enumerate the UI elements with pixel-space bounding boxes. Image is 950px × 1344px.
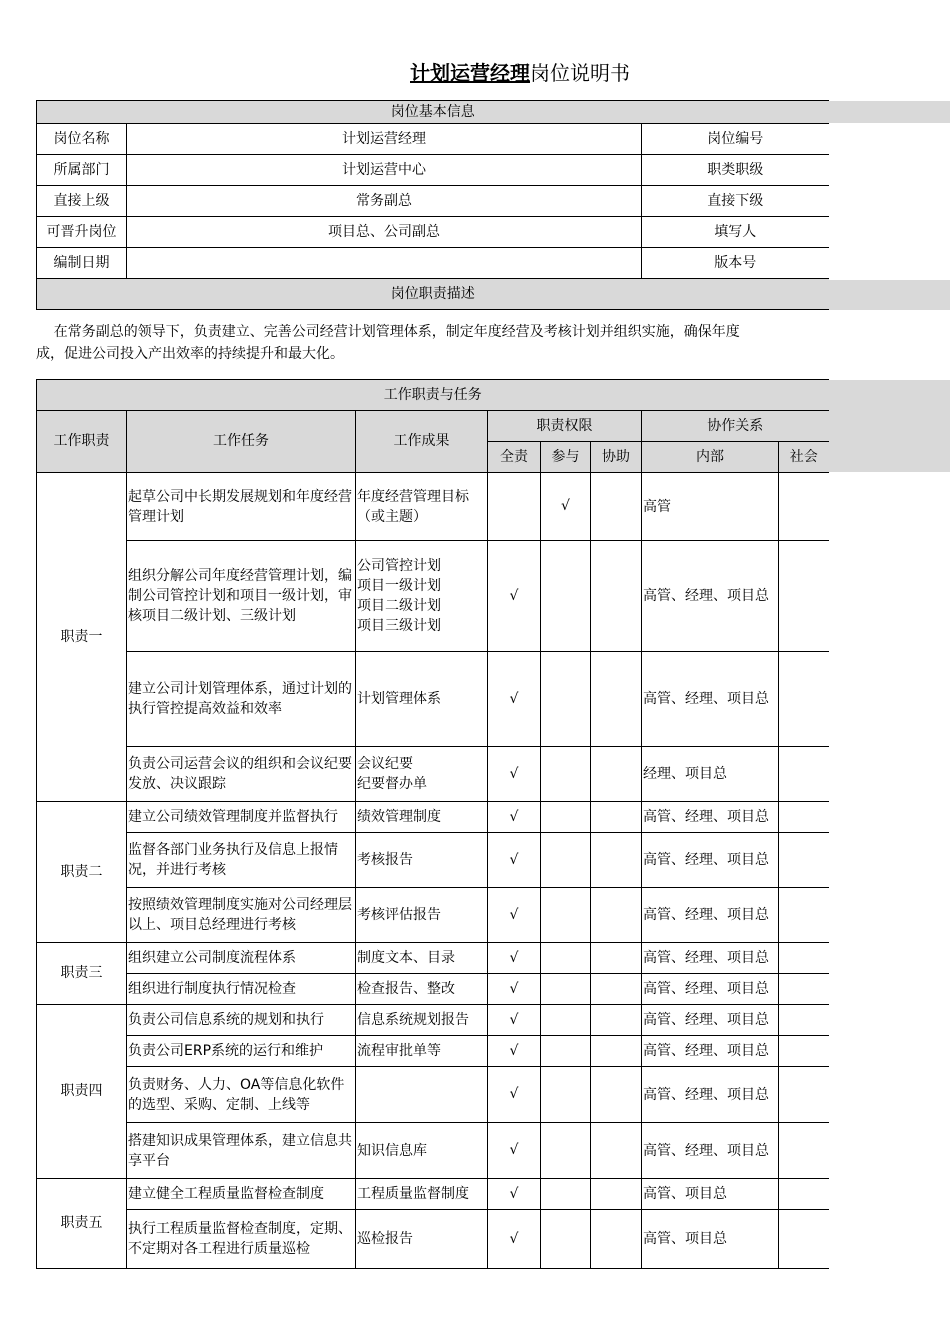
description-text <box>36 321 836 365</box>
result-cell: 会议纪要 纪要督办单 <box>356 747 488 802</box>
description-line-1: 在常务副总的领导下，负责建立、完善公司经营计划管理体系，制定年度经营及考核计划并组织实施，确保年度 <box>36 324 740 340</box>
basic-value <box>127 248 642 279</box>
social-cell <box>779 747 829 802</box>
result-cell: 公司管控计划 项目一级计划 项目二级计划 项目三级计划 <box>356 541 488 652</box>
result-cell: 绩效管理制度 <box>356 802 488 833</box>
result-cell: 工程质量监督制度 <box>356 1179 488 1210</box>
assist-cell <box>591 1005 642 1036</box>
result-cell: 信息系统规划报告 <box>356 1005 488 1036</box>
result-cell: 考核评估报告 <box>356 888 488 943</box>
assist-cell <box>591 888 642 943</box>
participate-cell <box>541 1179 591 1210</box>
result-cell: 考核报告 <box>356 833 488 888</box>
duty-name: 职责三 <box>37 943 127 1005</box>
duty-row <box>37 1123 829 1179</box>
participate-cell <box>541 1005 591 1036</box>
participate-cell <box>541 802 591 833</box>
basic-label2: 职类职级 <box>642 155 829 186</box>
internal-cell: 高管、经理、项目总 <box>642 833 779 888</box>
description-section-title: 岗位职责描述 <box>37 279 829 310</box>
task-cell: 建立公司计划管理体系，通过计划的执行管控提高效益和效率 <box>127 652 356 747</box>
internal-cell: 高管、经理、项目总 <box>642 1067 779 1123</box>
assist-cell <box>591 1067 642 1123</box>
task-cell: 建立健全工程质量监督检查制度 <box>127 1179 356 1210</box>
social-cell <box>779 1067 829 1123</box>
header-full: 全责 <box>488 442 541 473</box>
duty-name: 职责四 <box>37 1005 127 1179</box>
assist-cell <box>591 802 642 833</box>
assist-cell <box>591 833 642 888</box>
participate-cell <box>541 1210 591 1269</box>
full-cell: √ <box>488 974 541 1005</box>
assist-cell <box>591 747 642 802</box>
assist-cell <box>591 652 642 747</box>
result-cell: 制度文本、目录 <box>356 943 488 974</box>
duty-row <box>37 541 829 652</box>
social-cell <box>779 541 829 652</box>
task-cell: 组织建立公司制度流程体系 <box>127 943 356 974</box>
duty-row <box>37 747 829 802</box>
duty-row <box>37 1210 829 1269</box>
duty-row <box>37 802 829 833</box>
participate-cell <box>541 1123 591 1179</box>
basic-section-title: 岗位基本信息 <box>37 101 829 124</box>
document-title <box>0 57 950 86</box>
participate-cell <box>541 541 591 652</box>
social-cell <box>779 974 829 1005</box>
task-cell: 负责公司ERP系统的运行和维护 <box>127 1036 356 1067</box>
basic-value: 项目总、公司副总 <box>127 217 642 248</box>
internal-cell: 高管、经理、项目总 <box>642 541 779 652</box>
basic-label: 可晋升岗位 <box>37 217 127 248</box>
full-cell <box>488 473 541 541</box>
full-cell: √ <box>488 1179 541 1210</box>
header-internal: 内部 <box>642 442 779 473</box>
task-cell: 建立公司绩效管理制度并监督执行 <box>127 802 356 833</box>
internal-cell: 高管、项目总 <box>642 1210 779 1269</box>
basic-label2: 岗位编号 <box>642 124 829 155</box>
social-cell <box>779 652 829 747</box>
social-cell <box>779 1123 829 1179</box>
internal-cell: 高管、经理、项目总 <box>642 802 779 833</box>
assist-cell <box>591 1036 642 1067</box>
internal-cell: 经理、项目总 <box>642 747 779 802</box>
basic-label: 编制日期 <box>37 248 127 279</box>
participate-cell <box>541 833 591 888</box>
full-cell: √ <box>488 888 541 943</box>
assist-cell <box>591 1123 642 1179</box>
internal-cell: 高管、经理、项目总 <box>642 652 779 747</box>
assist-cell <box>591 943 642 974</box>
internal-cell: 高管、经理、项目总 <box>642 888 779 943</box>
full-cell: √ <box>488 802 541 833</box>
participate-cell <box>541 1067 591 1123</box>
assist-cell <box>591 541 642 652</box>
result-cell: 年度经营管理目标（或主题） <box>356 473 488 541</box>
social-cell <box>779 943 829 974</box>
participate-cell <box>541 974 591 1005</box>
social-cell <box>779 833 829 888</box>
basic-label: 岗位名称 <box>37 124 127 155</box>
full-cell: √ <box>488 1067 541 1123</box>
header-cooperation: 协作关系 <box>642 411 829 442</box>
header-participate: 参与 <box>541 442 591 473</box>
task-cell: 负责公司运营会议的组织和会议纪要发放、决议跟踪 <box>127 747 356 802</box>
full-cell: √ <box>488 943 541 974</box>
duty-row <box>37 833 829 888</box>
social-cell <box>779 802 829 833</box>
full-cell: √ <box>488 833 541 888</box>
task-cell: 执行工程质量监督检查制度，定期、不定期对各工程进行质量巡检 <box>127 1210 356 1269</box>
social-cell <box>779 888 829 943</box>
duty-row <box>37 473 829 541</box>
basic-label: 直接上级 <box>37 186 127 217</box>
assist-cell <box>591 974 642 1005</box>
task-cell: 监督各部门业务执行及信息上报情况，并进行考核 <box>127 833 356 888</box>
participate-cell <box>541 888 591 943</box>
internal-cell: 高管、经理、项目总 <box>642 1123 779 1179</box>
full-cell: √ <box>488 1005 541 1036</box>
internal-cell: 高管、经理、项目总 <box>642 1036 779 1067</box>
internal-cell: 高管、经理、项目总 <box>642 974 779 1005</box>
result-cell: 流程审批单等 <box>356 1036 488 1067</box>
duty-name: 职责一 <box>37 473 127 802</box>
duties-section-title: 工作职责与任务 <box>37 380 829 411</box>
result-cell: 巡检报告 <box>356 1210 488 1269</box>
task-cell: 按照绩效管理制度实施对公司经理层以上、项目总经理进行考核 <box>127 888 356 943</box>
full-cell: √ <box>488 1210 541 1269</box>
duty-row <box>37 1179 829 1210</box>
internal-cell: 高管、项目总 <box>642 1179 779 1210</box>
social-cell <box>779 1036 829 1067</box>
title-bold: 计划运营经理 <box>410 61 530 85</box>
participate-cell <box>541 943 591 974</box>
participate-cell <box>541 1036 591 1067</box>
basic-info-table <box>36 100 829 310</box>
basic-label2: 填写人 <box>642 217 829 248</box>
internal-cell: 高管、经理、项目总 <box>642 943 779 974</box>
duty-name: 职责二 <box>37 802 127 943</box>
result-cell <box>356 1067 488 1123</box>
duty-row <box>37 1005 829 1036</box>
assist-cell <box>591 1179 642 1210</box>
header-social: 社会 <box>779 442 829 473</box>
duties-table <box>36 379 829 1269</box>
basic-value: 计划运营经理 <box>127 124 642 155</box>
basic-value: 常务副总 <box>127 186 642 217</box>
task-cell: 负责财务、人力、OA等信息化软件的选型、采购、定制、上线等 <box>127 1067 356 1123</box>
header-task: 工作任务 <box>127 411 356 473</box>
basic-label: 所属部门 <box>37 155 127 186</box>
header-result: 工作成果 <box>356 411 488 473</box>
result-cell: 检查报告、整改 <box>356 974 488 1005</box>
duty-row <box>37 1067 829 1123</box>
task-cell: 组织分解公司年度经营管理计划，编制公司管控计划和项目一级计划，审核项目二级计划、三级计划 <box>127 541 356 652</box>
duty-row <box>37 943 829 974</box>
internal-cell: 高管 <box>642 473 779 541</box>
basic-value: 计划运营中心 <box>127 155 642 186</box>
basic-label2: 直接下级 <box>642 186 829 217</box>
title-rest: 岗位说明书 <box>530 61 630 85</box>
task-cell: 起草公司中长期发展规划和年度经营管理计划 <box>127 473 356 541</box>
participate-cell: √ <box>541 473 591 541</box>
assist-cell <box>591 473 642 541</box>
full-cell: √ <box>488 747 541 802</box>
social-cell <box>779 1005 829 1036</box>
header-duty: 工作职责 <box>37 411 127 473</box>
header-authority: 职责权限 <box>488 411 642 442</box>
header-assist: 协助 <box>591 442 642 473</box>
duty-row <box>37 974 829 1005</box>
duty-row <box>37 652 829 747</box>
full-cell: √ <box>488 1036 541 1067</box>
assist-cell <box>591 1210 642 1269</box>
duty-row <box>37 1036 829 1067</box>
participate-cell <box>541 652 591 747</box>
full-cell: √ <box>488 652 541 747</box>
duty-row <box>37 888 829 943</box>
social-cell <box>779 1210 829 1269</box>
basic-label2: 版本号 <box>642 248 829 279</box>
description-line-2: 成，促进公司投入产出效率的持续提升和最大化。 <box>36 346 344 362</box>
internal-cell: 高管、经理、项目总 <box>642 1005 779 1036</box>
result-cell: 计划管理体系 <box>356 652 488 747</box>
result-cell: 知识信息库 <box>356 1123 488 1179</box>
participate-cell <box>541 747 591 802</box>
duty-name: 职责五 <box>37 1179 127 1269</box>
task-cell: 组织进行制度执行情况检查 <box>127 974 356 1005</box>
task-cell: 搭建知识成果管理体系，建立信息共享平台 <box>127 1123 356 1179</box>
social-cell <box>779 1179 829 1210</box>
full-cell: √ <box>488 541 541 652</box>
social-cell <box>779 473 829 541</box>
full-cell: √ <box>488 1123 541 1179</box>
task-cell: 负责公司信息系统的规划和执行 <box>127 1005 356 1036</box>
